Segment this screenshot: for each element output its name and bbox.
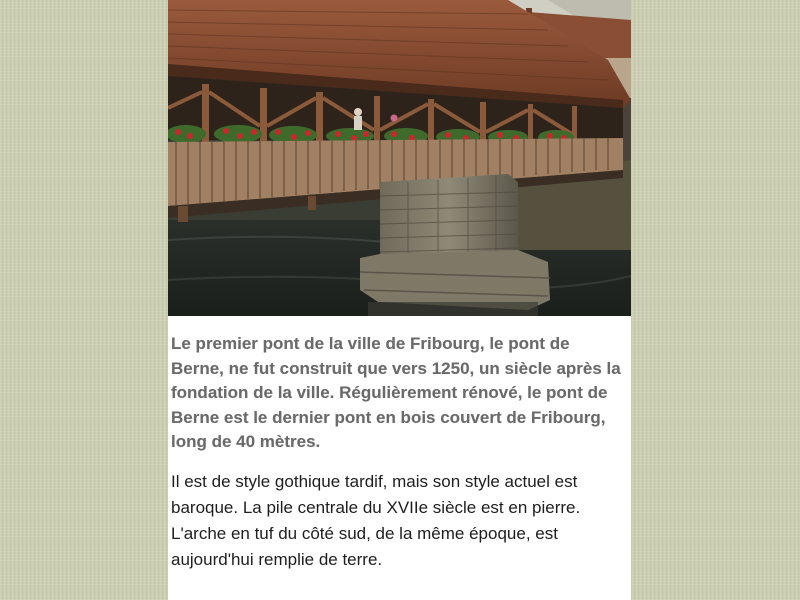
article-text [171, 332, 621, 573]
bridge-photo-illustration [168, 0, 631, 316]
bridge-photo [168, 0, 631, 316]
body-paragraph: Il est de style gothique tardif, mais son style actuel est baroque. La pile centrale du XVIIe siècle est en pierre. L'arche en tuf du côté sud, de la même époque, est aujourd'hui remplie de terre. [171, 471, 581, 569]
intro-paragraph: Le premier pont de la ville de Fribourg, le pont de Berne, ne fut construit que vers 1250, un siècle après la fondation de la ville. Régulièrement rénové, le pont de Berne est le dernier pont en bois couvert de Fribourg, long de 40 mètres. [171, 334, 621, 451]
article-page [168, 0, 631, 600]
